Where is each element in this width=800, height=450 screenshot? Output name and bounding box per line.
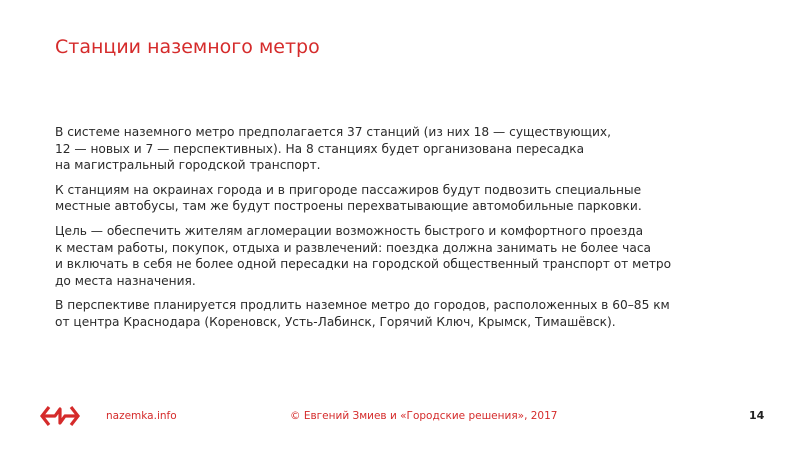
text-line: и включать в себя не более одной пересадки на городской общественный транспорт от метро — [55, 257, 672, 272]
text-line: местные автобусы, там же будут построены перехватывающие автомобильные парковки. — [55, 199, 642, 214]
paragraph-buses — [55, 182, 775, 215]
slide-body — [55, 124, 775, 339]
paragraph-goal — [55, 223, 775, 289]
text-line: до места назначения. — [55, 273, 196, 288]
text-line: К станциям на окраинах города и в пригороде пассажиров будут подвозить специальные — [55, 182, 642, 197]
slide-title: Станции наземного метро — [55, 36, 320, 58]
text-line: В перспективе планируется продлить наземное метро до городов, расположенных в 60–85 км — [55, 298, 670, 313]
paragraph-perspective — [55, 297, 775, 330]
text-line: 12 — новых и 7 — перспективных). На 8 станциях будет организована пересадка — [55, 141, 585, 156]
text-line: В системе наземного метро предполагается 37 станций (из них 18 — существующих, — [55, 125, 611, 139]
metro-logo-icon — [40, 405, 80, 427]
page-number: 14 — [749, 409, 765, 422]
paragraph-stations — [55, 124, 775, 174]
footer-copyright: © Евгений Змиев и «Городские решения», 2017 — [290, 410, 558, 422]
text-line: на магистральный городской транспорт. — [55, 158, 321, 173]
footer-site-link[interactable]: nazemka.info — [106, 410, 177, 422]
text-line: Цель — обеспечить жителям агломерации возможность быстрого и комфортного проезда — [55, 223, 644, 238]
text-line: к местам работы, покупок, отдыха и развлечений: поездка должна занимать не более часа — [55, 240, 652, 255]
text-line: от центра Краснодара (Кореновск, Усть-Лабинск, Горячий Ключ, Крымск, Тимашёвск). — [55, 314, 616, 329]
